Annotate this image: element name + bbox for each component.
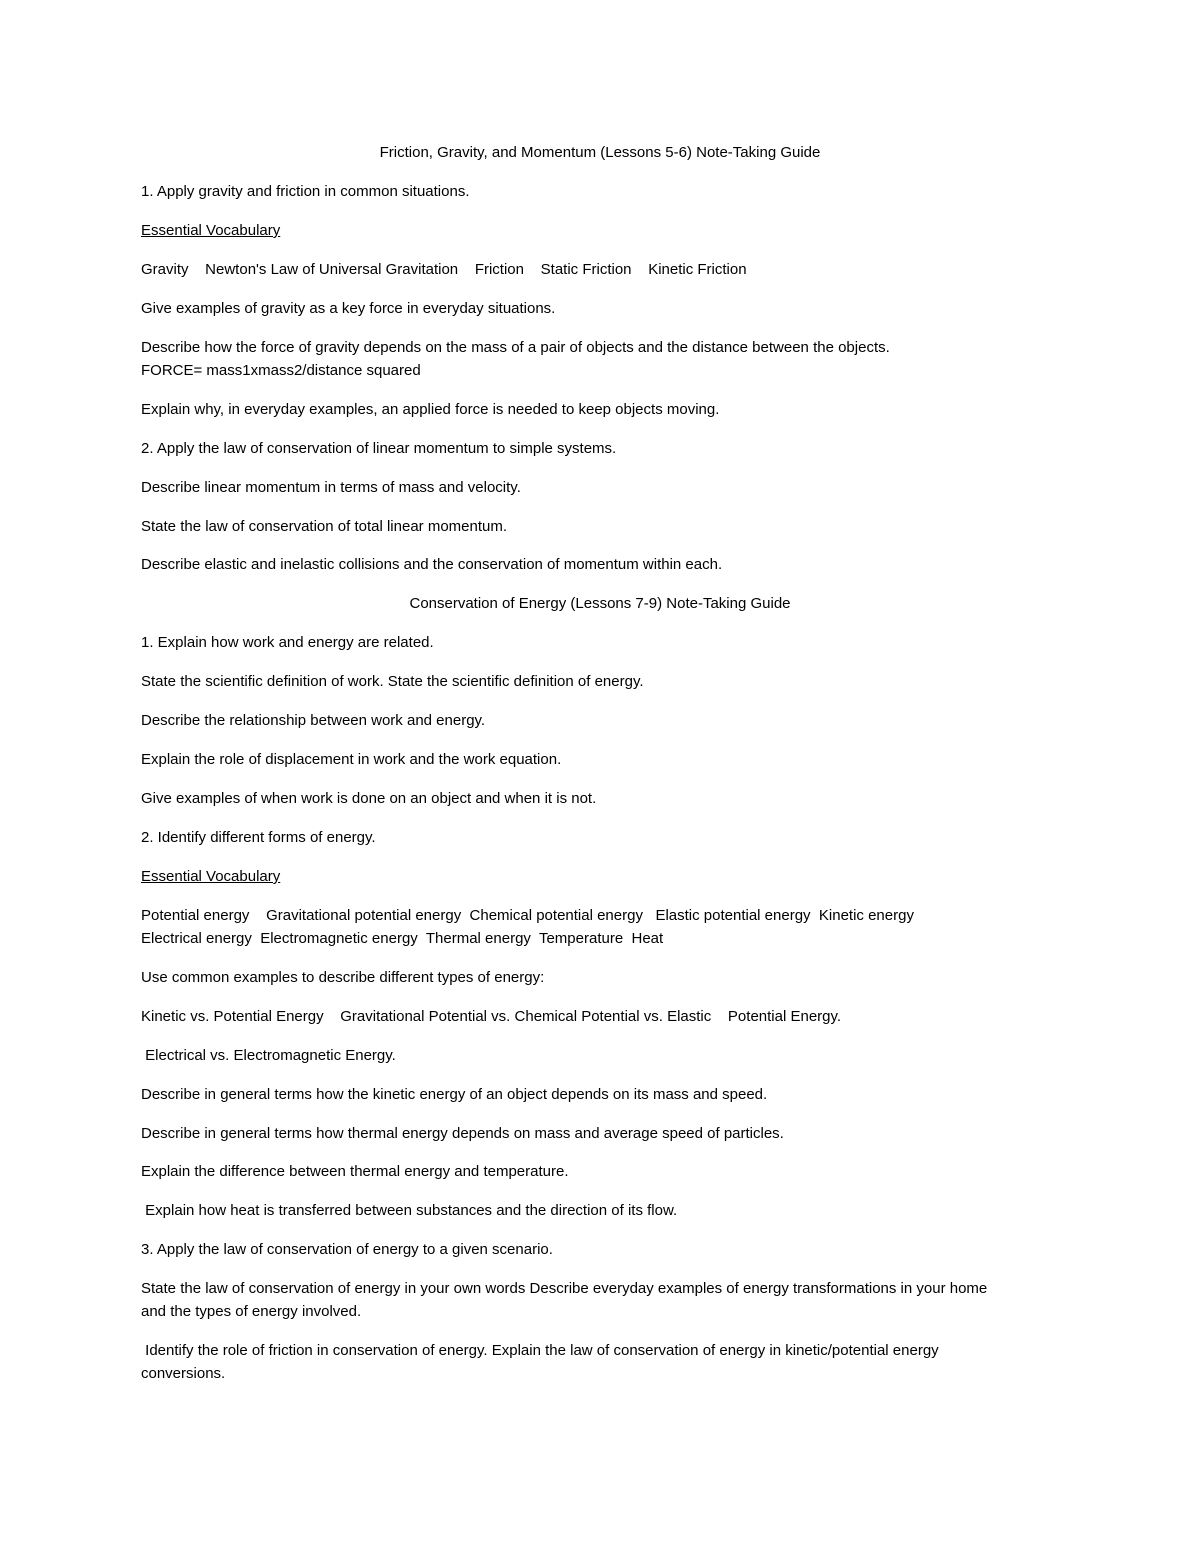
comparison-line-2: Electrical vs. Electromagnetic Energy. bbox=[141, 1047, 396, 1064]
question-law-line-2: and the types of energy involved. bbox=[141, 1303, 362, 1320]
question-kinetic-energy: Describe in general terms how the kinetic energy of an object depends on its mass and speed. bbox=[141, 1086, 768, 1103]
objective-1: 1. Apply gravity and friction in common situations. bbox=[141, 183, 470, 200]
question-friction-line-2: conversions. bbox=[141, 1365, 226, 1382]
question-relationship: Describe the relationship between work and energy. bbox=[141, 712, 486, 729]
energy-vocab-heading: Essential Vocabulary bbox=[141, 868, 281, 885]
question-gravity-examples: Give examples of gravity as a key force in everyday situations. bbox=[141, 300, 556, 317]
question-friction-line-1: Identify the role of friction in conservation of energy. Explain the law of conservation of energy in kinetic/potential energy bbox=[141, 1342, 939, 1359]
question-displacement: Explain the role of displacement in work and the work equation. bbox=[141, 751, 562, 768]
vocab-heading: Essential Vocabulary bbox=[141, 222, 281, 239]
question-momentum: Describe linear momentum in terms of mass and velocity. bbox=[141, 479, 521, 496]
gravity-formula: FORCE= mass1xmass2/distance squared bbox=[141, 362, 421, 379]
section-title-energy: Conservation of Energy (Lessons 7-9) Note-Taking Guide bbox=[409, 595, 791, 612]
question-thermal-temperature: Explain the difference between thermal energy and temperature. bbox=[141, 1163, 569, 1180]
energy-objective-2: 2. Identify different forms of energy. bbox=[141, 829, 376, 846]
energy-vocab-line-1: Potential energy Gravitational potential energy Chemical potential energy Elastic potential energy Kinetic energy bbox=[141, 907, 914, 924]
question-work-examples: Give examples of when work is done on an object and when it is not. bbox=[141, 790, 597, 807]
vocab-terms: Gravity Newton's Law of Universal Gravitation Friction Static Friction Kinetic Friction bbox=[141, 261, 747, 278]
comparison-line-1: Kinetic vs. Potential Energy Gravitational Potential vs. Chemical Potential vs. Elastic Potential Energy. bbox=[141, 1008, 842, 1025]
question-law-line-1: State the law of conservation of energy in your own words Describe everyday examples of energy transformations in your home bbox=[141, 1280, 988, 1297]
question-gravity-mass: Describe how the force of gravity depends on the mass of a pair of objects and the distance between the objects. bbox=[141, 339, 890, 356]
objective-2: 2. Apply the law of conservation of linear momentum to simple systems. bbox=[141, 440, 617, 457]
question-collisions: Describe elastic and inelastic collisions and the conservation of momentum within each. bbox=[141, 556, 723, 573]
question-definitions: State the scientific definition of work. State the scientific definition of energy. bbox=[141, 673, 644, 690]
energy-objective-1: 1. Explain how work and energy are related. bbox=[141, 634, 434, 651]
question-conservation-momentum: State the law of conservation of total linear momentum. bbox=[141, 518, 508, 535]
question-applied-force: Explain why, in everyday examples, an applied force is needed to keep objects moving. bbox=[141, 401, 720, 418]
question-thermal-energy: Describe in general terms how thermal energy depends on mass and average speed of particles. bbox=[141, 1125, 784, 1142]
energy-vocab-line-2: Electrical energy Electromagnetic energy Thermal energy Temperature Heat bbox=[141, 930, 664, 947]
section-title-friction: Friction, Gravity, and Momentum (Lessons 5-6) Note-Taking Guide bbox=[379, 144, 821, 161]
energy-objective-3: 3. Apply the law of conservation of energy to a given scenario. bbox=[141, 1241, 553, 1258]
question-heat-transfer: Explain how heat is transferred between substances and the direction of its flow. bbox=[141, 1202, 678, 1219]
question-common-examples: Use common examples to describe different types of energy: bbox=[141, 969, 545, 986]
